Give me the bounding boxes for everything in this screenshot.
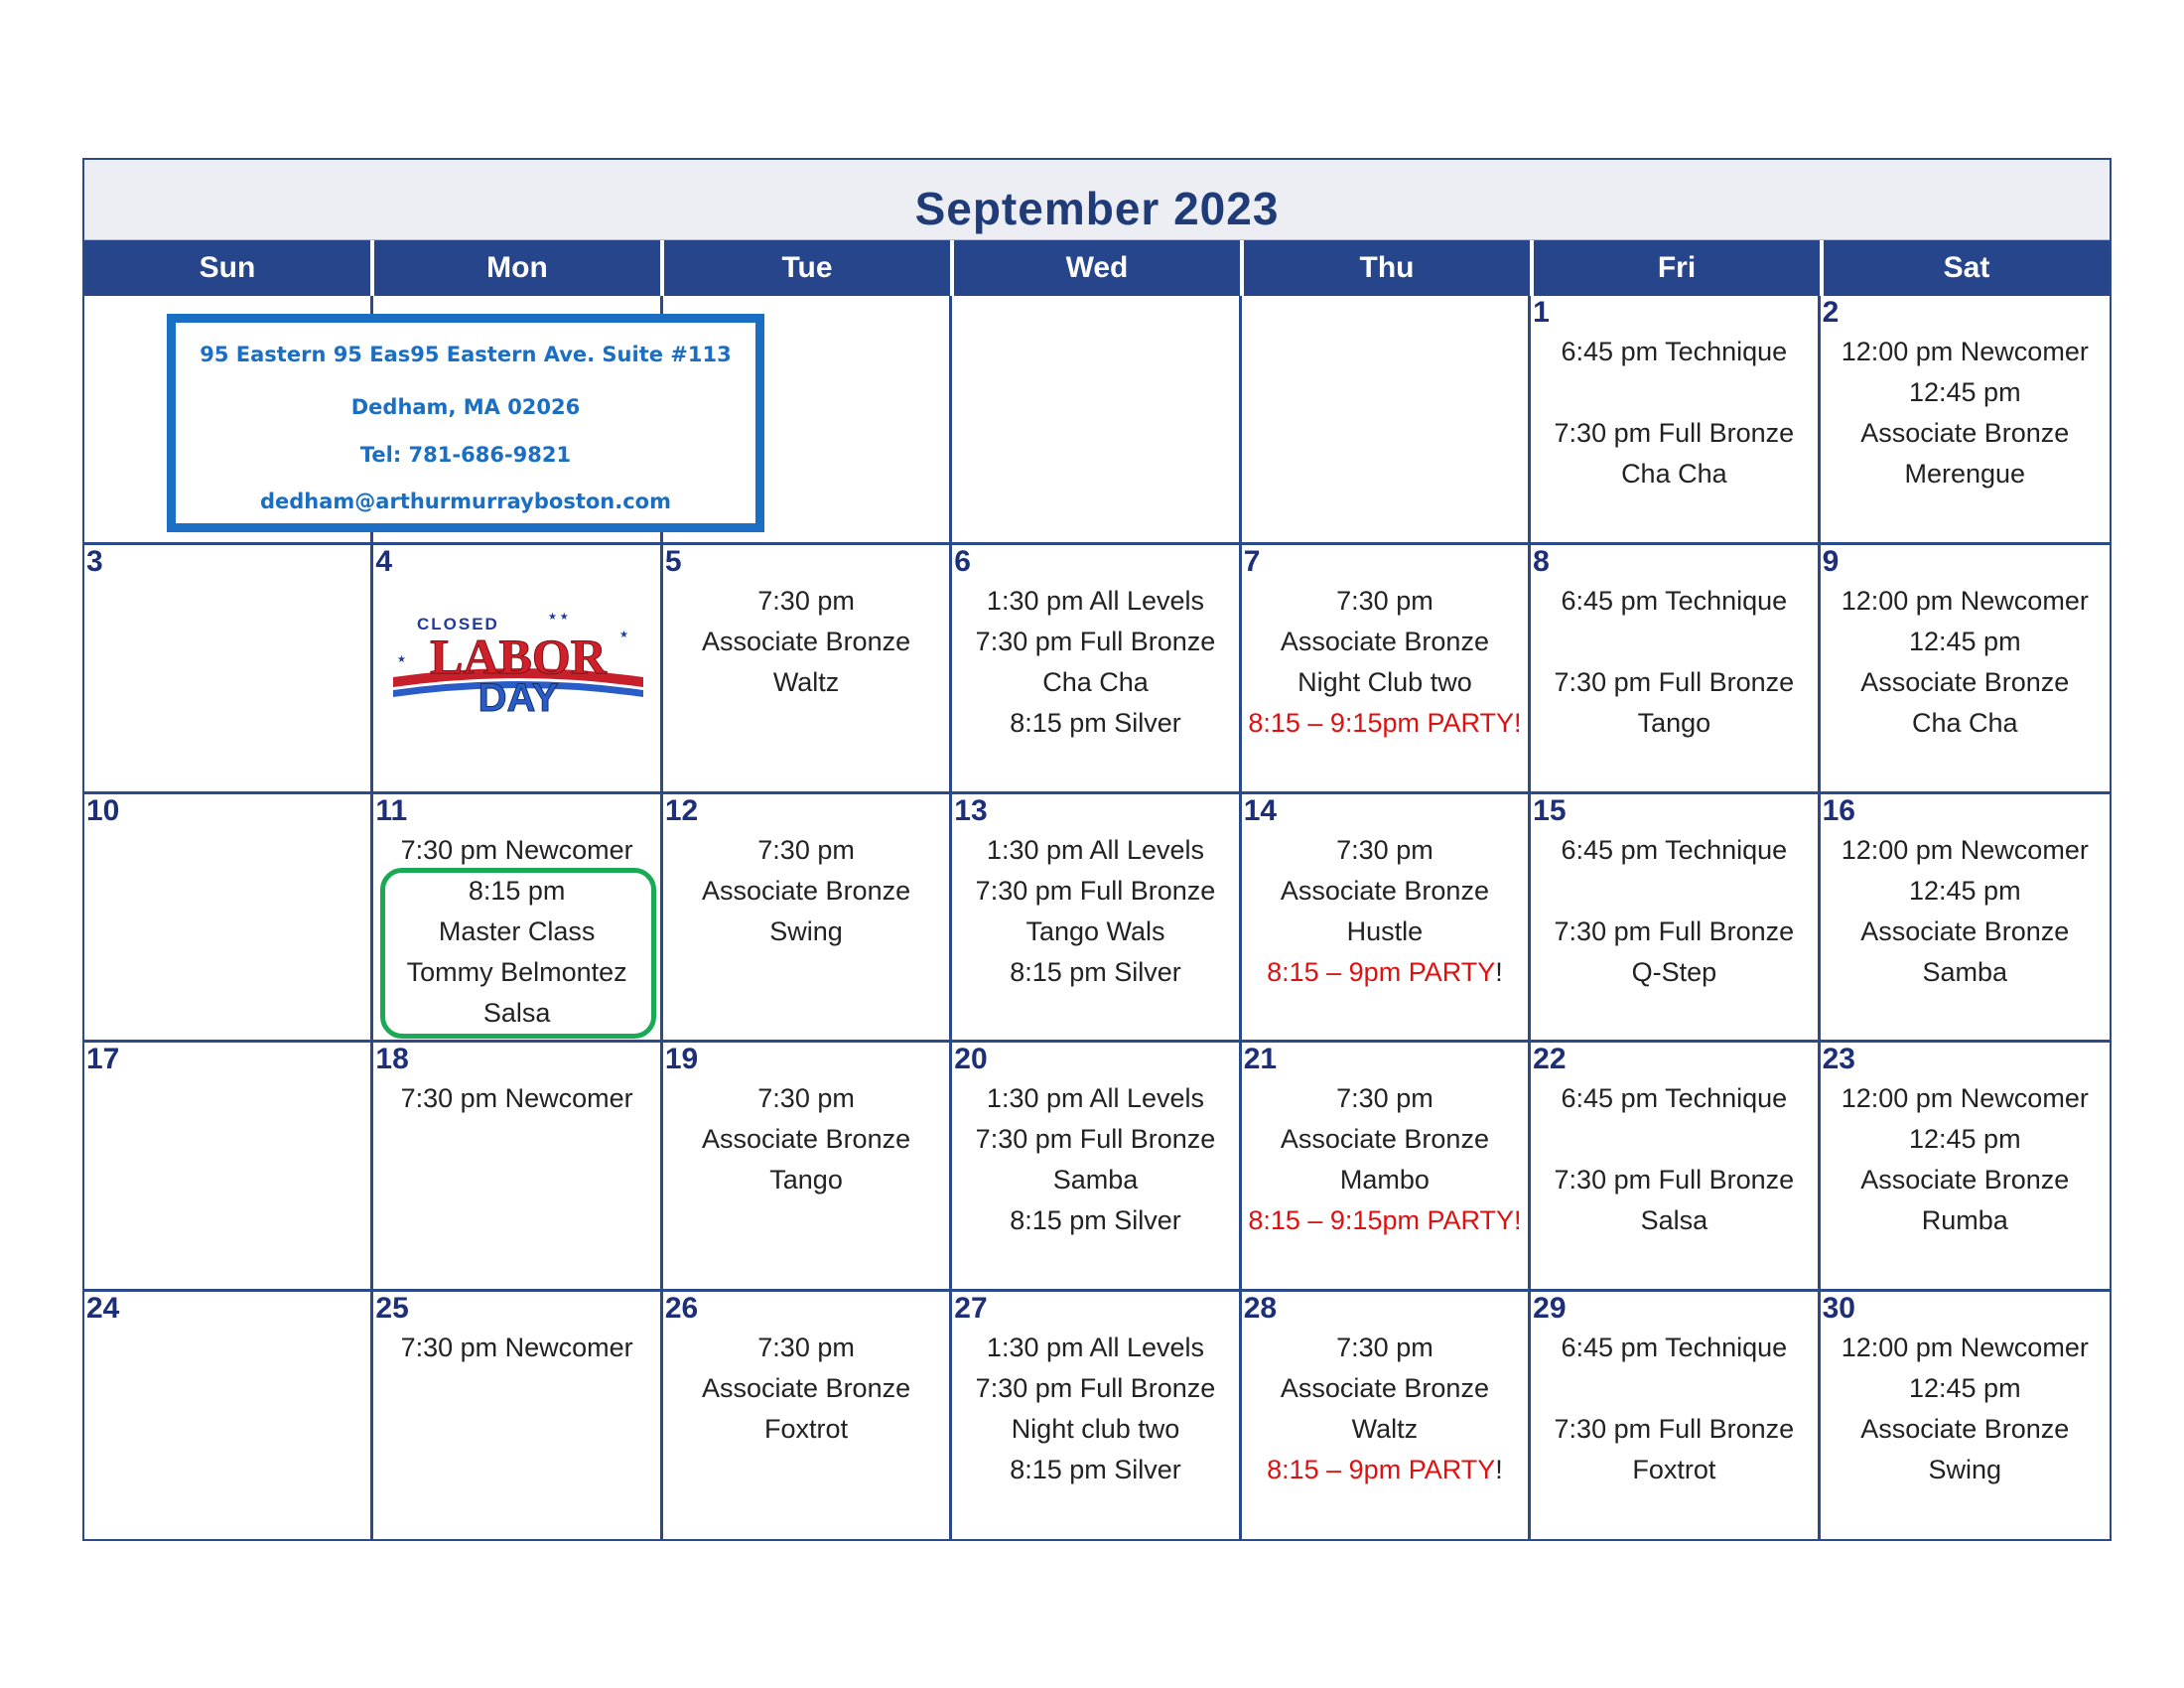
event-list xyxy=(952,1078,1238,1241)
day-number: 17 xyxy=(86,1043,120,1076)
day-cell xyxy=(663,545,952,794)
day-number: 11 xyxy=(375,793,408,827)
event-line: 7:30 pm Newcomer xyxy=(400,1083,633,1114)
event-list xyxy=(1531,581,1817,744)
star-icon: ★ ★ xyxy=(548,612,569,623)
event-line: Associate Bronze xyxy=(1280,626,1489,656)
day-number: 3 xyxy=(86,544,103,578)
event-line: 7:30 pm xyxy=(1336,1083,1433,1114)
exclamation-mark: ! xyxy=(1495,1455,1503,1485)
event-line: 6:45 pm Technique xyxy=(1561,834,1788,865)
event-line: Associate Bronze xyxy=(702,626,911,656)
event-line: 6:45 pm Technique xyxy=(1561,337,1788,366)
event-line: Tango xyxy=(769,1165,843,1196)
event-line: 12:45 pm xyxy=(1908,875,2021,906)
day-cell xyxy=(1242,296,1531,545)
event-line: 6:45 pm Technique xyxy=(1561,1083,1788,1114)
event-line: Salsa xyxy=(482,997,551,1028)
day-cell xyxy=(1821,296,2110,545)
day-cell xyxy=(1531,296,1820,545)
day-cell xyxy=(1242,1292,1531,1541)
day-cell xyxy=(373,1043,662,1292)
day-cell xyxy=(663,1292,952,1541)
event-list xyxy=(663,1328,949,1450)
event-line: Associate Bronze xyxy=(1280,875,1489,906)
event-list xyxy=(663,581,949,703)
party-event xyxy=(1242,952,1528,993)
event-line: 12:00 pm Newcomer xyxy=(1841,834,2089,865)
event-line: 6:45 pm Technique xyxy=(1561,585,1788,616)
day-cell xyxy=(952,545,1241,794)
event-line: 1:30 pm All Levels xyxy=(986,585,1205,616)
event-line: 7:30 pm xyxy=(757,1333,855,1363)
event-list xyxy=(1531,332,1817,494)
day-number: 26 xyxy=(664,1292,699,1326)
day-label: DAY xyxy=(478,676,559,717)
weekday-header-fri xyxy=(1534,240,1824,296)
event-line: 7:30 pm Full Bronze xyxy=(1554,1414,1795,1445)
day-cell xyxy=(952,296,1241,545)
event-list xyxy=(663,1078,949,1200)
event-line: Salsa xyxy=(1640,1205,1708,1236)
labor-label: LABOR xyxy=(430,629,607,684)
event-line xyxy=(1531,1368,1817,1409)
party-event-text: 8:15 – 9pm PARTY xyxy=(1267,956,1496,987)
event-line: 12:45 pm xyxy=(1908,377,2021,407)
event-line: 6:45 pm Technique xyxy=(1561,1333,1788,1363)
day-number: 22 xyxy=(1533,1043,1567,1076)
day-number: 30 xyxy=(1822,1292,1855,1326)
event-line: Cha Cha xyxy=(1621,459,1727,489)
weekday-label: Tue xyxy=(781,251,833,284)
event-line: 12:00 pm Newcomer xyxy=(1841,1333,2089,1363)
event-list xyxy=(1821,1328,2110,1490)
closed-labor-day-graphic xyxy=(389,608,647,717)
weekday-label: Mon xyxy=(486,251,548,284)
event-list xyxy=(373,1078,659,1119)
event-line xyxy=(1531,372,1817,413)
day-cell xyxy=(1531,794,1820,1044)
event-line: 12:45 pm xyxy=(1908,626,2021,656)
weekday-header-sat xyxy=(1824,240,2110,296)
star-icon: ★ xyxy=(397,654,406,665)
event-line: Associate Bronze xyxy=(1860,1165,2070,1196)
event-list xyxy=(1242,830,1528,993)
event-line: Cha Cha xyxy=(1042,666,1149,697)
weekday-label: Thu xyxy=(1359,251,1415,284)
day-number: 9 xyxy=(1822,544,1840,578)
day-number: 18 xyxy=(375,1043,409,1076)
day-number: 29 xyxy=(1533,1292,1567,1326)
day-cell xyxy=(1531,1043,1820,1292)
event-line: Foxtrot xyxy=(1632,1455,1716,1485)
weekday-label: Wed xyxy=(1065,251,1129,284)
event-line: Associate Bronze xyxy=(1280,1124,1489,1155)
event-line: Hustle xyxy=(1346,915,1424,946)
event-list xyxy=(1242,1078,1528,1241)
event-line: 8:15 pm Silver xyxy=(1010,1455,1181,1485)
event-list xyxy=(1531,1078,1817,1241)
day-cell xyxy=(1531,545,1820,794)
event-list xyxy=(952,1328,1238,1490)
day-cell xyxy=(373,794,662,1044)
event-line: 1:30 pm All Levels xyxy=(986,834,1205,865)
event-list xyxy=(1821,1078,2110,1241)
event-line: 8:15 pm Silver xyxy=(1010,707,1181,738)
studio-email[interactable]: dedham@arthurmurrayboston.com xyxy=(259,490,671,513)
weekday-header-thu xyxy=(1244,240,1534,296)
event-line: 7:30 pm xyxy=(757,585,855,616)
day-cell xyxy=(84,545,373,794)
event-line xyxy=(1531,622,1817,662)
event-list xyxy=(663,830,949,952)
day-number: 27 xyxy=(954,1292,988,1326)
weekday-label: Sun xyxy=(199,251,256,284)
event-line: Night club two xyxy=(1011,1414,1180,1445)
studio-phone: Tel: 781-686-9821 xyxy=(359,443,572,467)
weekday-header-wed xyxy=(954,240,1244,296)
event-line: 7:30 pm Full Bronze xyxy=(975,1124,1216,1155)
event-line: 8:15 pm Silver xyxy=(1010,1205,1181,1236)
day-cell xyxy=(952,1043,1241,1292)
event-line: Foxtrot xyxy=(764,1414,849,1445)
day-number: 6 xyxy=(954,544,971,578)
event-line: 7:30 pm xyxy=(757,1083,855,1114)
event-line: Mambo xyxy=(1339,1165,1430,1196)
event-line: 7:30 pm xyxy=(757,834,855,865)
event-line: 7:30 pm Full Bronze xyxy=(1554,666,1795,697)
event-list xyxy=(1242,1328,1528,1490)
exclamation-mark: ! xyxy=(1495,956,1503,987)
event-list xyxy=(1821,581,2110,744)
event-line: Associate Bronze xyxy=(1860,418,2070,448)
day-cell xyxy=(1531,1292,1820,1541)
day-cell xyxy=(1821,545,2110,794)
event-line: 7:30 pm Full Bronze xyxy=(975,875,1216,906)
day-number: 23 xyxy=(1822,1043,1855,1076)
day-number: 5 xyxy=(664,544,682,578)
day-cell xyxy=(1821,1043,2110,1292)
event-line: 7:30 pm Full Bronze xyxy=(1554,915,1795,946)
event-line: 7:30 pm Full Bronze xyxy=(1554,1165,1795,1196)
event-line: Night Club two xyxy=(1297,666,1472,697)
event-line: Samba xyxy=(1922,956,2008,987)
event-line: Rumba xyxy=(1921,1205,2008,1236)
day-number: 4 xyxy=(375,544,393,578)
day-number: 1 xyxy=(1533,296,1550,329)
event-line: 12:00 pm Newcomer xyxy=(1841,337,2089,366)
event-list xyxy=(1821,332,2110,494)
day-number: 28 xyxy=(1243,1292,1278,1326)
calendar-title: September 2023 xyxy=(914,183,1280,234)
day-number: 14 xyxy=(1243,793,1278,827)
event-line: Associate Bronze xyxy=(702,1124,911,1155)
day-number: 20 xyxy=(954,1043,988,1076)
event-line: Waltz xyxy=(1351,1414,1419,1445)
event-list xyxy=(1531,1328,1817,1490)
event-line: 7:30 pm Full Bronze xyxy=(975,626,1216,656)
event-line: 12:00 pm Newcomer xyxy=(1841,585,2089,616)
studio-address: 95 Eastern 95 Eas95 Eastern Ave. Suite #113 xyxy=(200,343,732,366)
event-line: Master Class xyxy=(438,915,596,946)
day-cell xyxy=(1821,794,2110,1044)
event-line: 7:30 pm xyxy=(1336,834,1433,865)
studio-city: Dedham, MA 02026 xyxy=(350,395,581,419)
day-cell xyxy=(1242,545,1531,794)
event-line: Tommy Belmontez xyxy=(406,956,627,987)
day-cell xyxy=(1242,794,1531,1044)
event-line xyxy=(1531,871,1817,912)
weekday-label: Fri xyxy=(1657,251,1697,284)
weekday-header-sun xyxy=(84,240,374,296)
event-line: 7:30 pm Full Bronze xyxy=(975,1373,1216,1404)
day-cell xyxy=(663,794,952,1044)
party-event xyxy=(1242,1450,1528,1490)
event-line: 7:30 pm Full Bronze xyxy=(1554,418,1795,448)
event-list xyxy=(1242,581,1528,744)
day-number: 13 xyxy=(954,793,988,827)
party-event: 8:15 – 9:15pm PARTY! xyxy=(1248,1205,1522,1236)
event-list xyxy=(373,830,659,1034)
event-line: 12:45 pm xyxy=(1908,1124,2021,1155)
weekday-label: Sat xyxy=(1943,251,1990,284)
day-number: 21 xyxy=(1243,1043,1278,1076)
weekday-header-row xyxy=(84,240,2110,296)
day-number: 10 xyxy=(86,793,120,827)
event-line: 7:30 pm xyxy=(1336,585,1433,616)
day-number: 25 xyxy=(375,1292,409,1326)
party-event: 8:15 – 9:15pm PARTY! xyxy=(1248,707,1522,738)
event-line: 8:15 pm Silver xyxy=(1010,956,1181,987)
event-line: 1:30 pm All Levels xyxy=(986,1083,1205,1114)
weekday-header-mon xyxy=(374,240,664,296)
studio-info-box xyxy=(167,314,764,532)
day-cell xyxy=(952,1292,1241,1541)
event-line: Associate Bronze xyxy=(1280,1373,1489,1404)
day-number: 7 xyxy=(1243,544,1261,578)
day-cell xyxy=(952,794,1241,1044)
event-list xyxy=(1531,830,1817,993)
day-number: 24 xyxy=(86,1292,120,1326)
day-number: 19 xyxy=(664,1043,699,1076)
event-line: 8:15 pm xyxy=(468,875,566,906)
day-number: 8 xyxy=(1533,544,1550,578)
event-line: Cha Cha xyxy=(1911,707,2018,738)
day-cell xyxy=(84,794,373,1044)
day-cell xyxy=(1242,1043,1531,1292)
day-cell xyxy=(84,1292,373,1541)
event-line: 7:30 pm xyxy=(1336,1333,1433,1363)
day-number: 16 xyxy=(1822,793,1855,827)
event-line: 12:00 pm Newcomer xyxy=(1841,1083,2089,1114)
day-cell xyxy=(84,1043,373,1292)
day-cell xyxy=(663,1043,952,1292)
event-line: Swing xyxy=(769,915,843,946)
day-cell xyxy=(373,1292,662,1541)
event-line: Q-Step xyxy=(1631,956,1717,987)
day-number: 12 xyxy=(664,793,699,827)
event-line: Associate Bronze xyxy=(1860,666,2070,697)
event-line: Samba xyxy=(1052,1165,1139,1196)
party-event-text: 8:15 – 9pm PARTY xyxy=(1267,1455,1496,1485)
event-list xyxy=(952,830,1238,993)
event-line xyxy=(1531,1119,1817,1160)
event-list xyxy=(1821,830,2110,993)
day-number: 2 xyxy=(1822,296,1840,329)
event-list xyxy=(373,1328,659,1368)
event-line: Tango Wals xyxy=(1025,915,1165,946)
event-line: 7:30 pm Newcomer xyxy=(400,834,633,865)
calendar-title-bar xyxy=(84,160,2110,240)
day-cell xyxy=(1821,1292,2110,1541)
event-line: 12:45 pm xyxy=(1908,1373,2021,1404)
event-line: Associate Bronze xyxy=(1860,1414,2070,1445)
closed-label: CLOSED xyxy=(417,615,499,633)
weekday-header-tue xyxy=(664,240,954,296)
event-line: Waltz xyxy=(772,666,840,697)
event-line: Merengue xyxy=(1904,459,2026,489)
event-line: Swing xyxy=(1928,1455,2002,1485)
event-line: Associate Bronze xyxy=(1860,915,2070,946)
event-line: 1:30 pm All Levels xyxy=(986,1333,1205,1363)
event-line: Associate Bronze xyxy=(702,1373,911,1404)
event-line: 7:30 pm Newcomer xyxy=(400,1333,633,1363)
event-line: Tango xyxy=(1637,707,1711,738)
event-line: Associate Bronze xyxy=(702,875,911,906)
star-icon: ★ xyxy=(619,630,628,640)
event-list xyxy=(952,581,1238,744)
day-number: 15 xyxy=(1533,793,1567,827)
